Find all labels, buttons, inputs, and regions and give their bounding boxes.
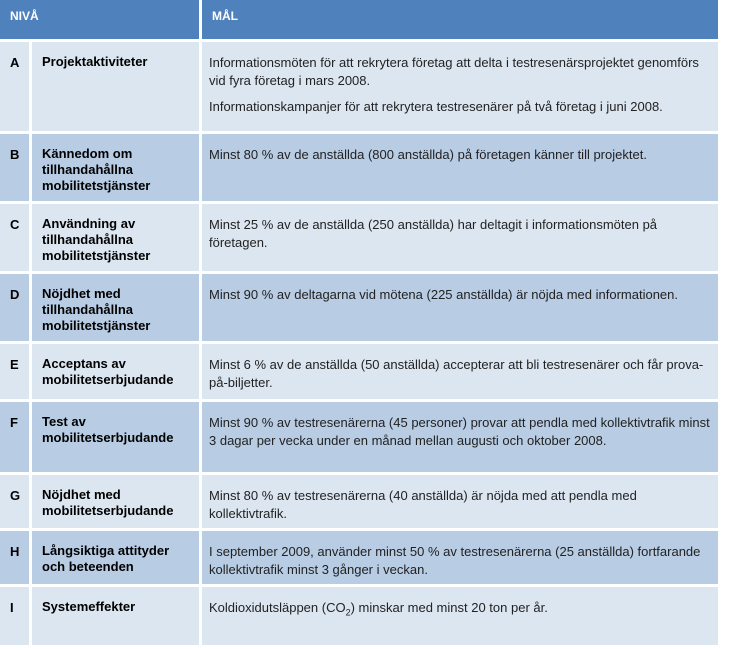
level-goal xyxy=(202,344,720,402)
table-row xyxy=(0,344,720,402)
table-row xyxy=(0,402,720,475)
level-code: G xyxy=(0,475,32,531)
goal-text: I september 2009, använder minst 50 % av testresenärerna (25 anställda) fortfarande kollektivtrafik minst 3 gånger i veckan. xyxy=(209,544,701,577)
level-name: Långsiktiga attityder och beteenden xyxy=(32,531,202,587)
goal-text-subscript: 2 xyxy=(345,607,351,618)
level-name: Nöjdhet med mobilitetserbjudande xyxy=(32,475,202,531)
goal-text: Minst 6 % av de anställda (50 anställda) accepterar att bli testresenärer och får prova-på-biljetter. xyxy=(209,357,704,390)
table-row xyxy=(0,42,720,134)
level-name: Nöjdhet med tillhandahållna mobilitetstjänster xyxy=(32,274,202,344)
goal-text-prefix: Koldioxidutsläppen (CO xyxy=(209,600,346,615)
level-goal xyxy=(202,274,720,344)
table-row xyxy=(0,475,720,531)
level-goal xyxy=(202,42,720,134)
header-mal: MÅL xyxy=(202,0,720,42)
goal-text: Minst 25 % av de anställda (250 anställda) har deltagit i informationsmöten på företagen. xyxy=(209,217,658,250)
table-row xyxy=(0,274,720,344)
level-code: D xyxy=(0,274,32,344)
level-goal xyxy=(202,475,720,531)
level-name: Test av mobilitetserbjudande xyxy=(32,402,202,475)
level-name: Användning av tillhandahållna mobilitetstjänster xyxy=(32,204,202,274)
goal-text: Informationskampanjer för att rekrytera testresenärer på två företag i juni 2008. xyxy=(209,99,663,114)
level-code: C xyxy=(0,204,32,274)
level-goal xyxy=(202,134,720,204)
level-goal xyxy=(202,531,720,587)
level-name: Kännedom om tillhandahållna mobilitetstjänster xyxy=(32,134,202,204)
level-code: F xyxy=(0,402,32,475)
goal-text-suffix: ) minskar med minst 20 ton per år. xyxy=(350,600,548,615)
level-code: B xyxy=(0,134,32,204)
level-goal xyxy=(202,587,720,648)
header-niva: NIVÅ xyxy=(0,0,202,42)
goal-text: Minst 90 % av testresenärerna (45 personer) provar att pendla med kollektivtrafik minst 3 dagar per vecka under en månad mellan augusti och oktober 2008. xyxy=(209,415,710,448)
level-code: H xyxy=(0,531,32,587)
table-row xyxy=(0,204,720,274)
table-row xyxy=(0,587,720,648)
goal-text xyxy=(209,599,712,622)
level-code: A xyxy=(0,42,32,134)
table-header xyxy=(0,0,720,42)
table-row xyxy=(0,531,720,587)
level-name: Acceptans av mobilitetserbjudande xyxy=(32,344,202,402)
table-row xyxy=(0,134,720,204)
goal-text: Informationsmöten för att rekrytera företag att delta i testresenärsprojektet genomförs vid fyra företag i mars 2008. xyxy=(209,55,699,88)
level-name: Systemeffekter xyxy=(32,587,202,648)
level-goal xyxy=(202,402,720,475)
goal-text: Minst 80 % av de anställda (800 anställda) på företagen känner till projektet. xyxy=(209,147,647,162)
level-code: E xyxy=(0,344,32,402)
level-name: Projektaktiviteter xyxy=(32,42,202,134)
level-code: I xyxy=(0,587,32,648)
level-goal xyxy=(202,204,720,274)
goal-text: Minst 80 % av testresenärerna (40 anställda) är nöjda med att pendla med kollektivtrafik. xyxy=(209,488,637,521)
goal-text: Minst 90 % av deltagarna vid mötena (225 anställda) är nöjda med informationen. xyxy=(209,287,678,302)
